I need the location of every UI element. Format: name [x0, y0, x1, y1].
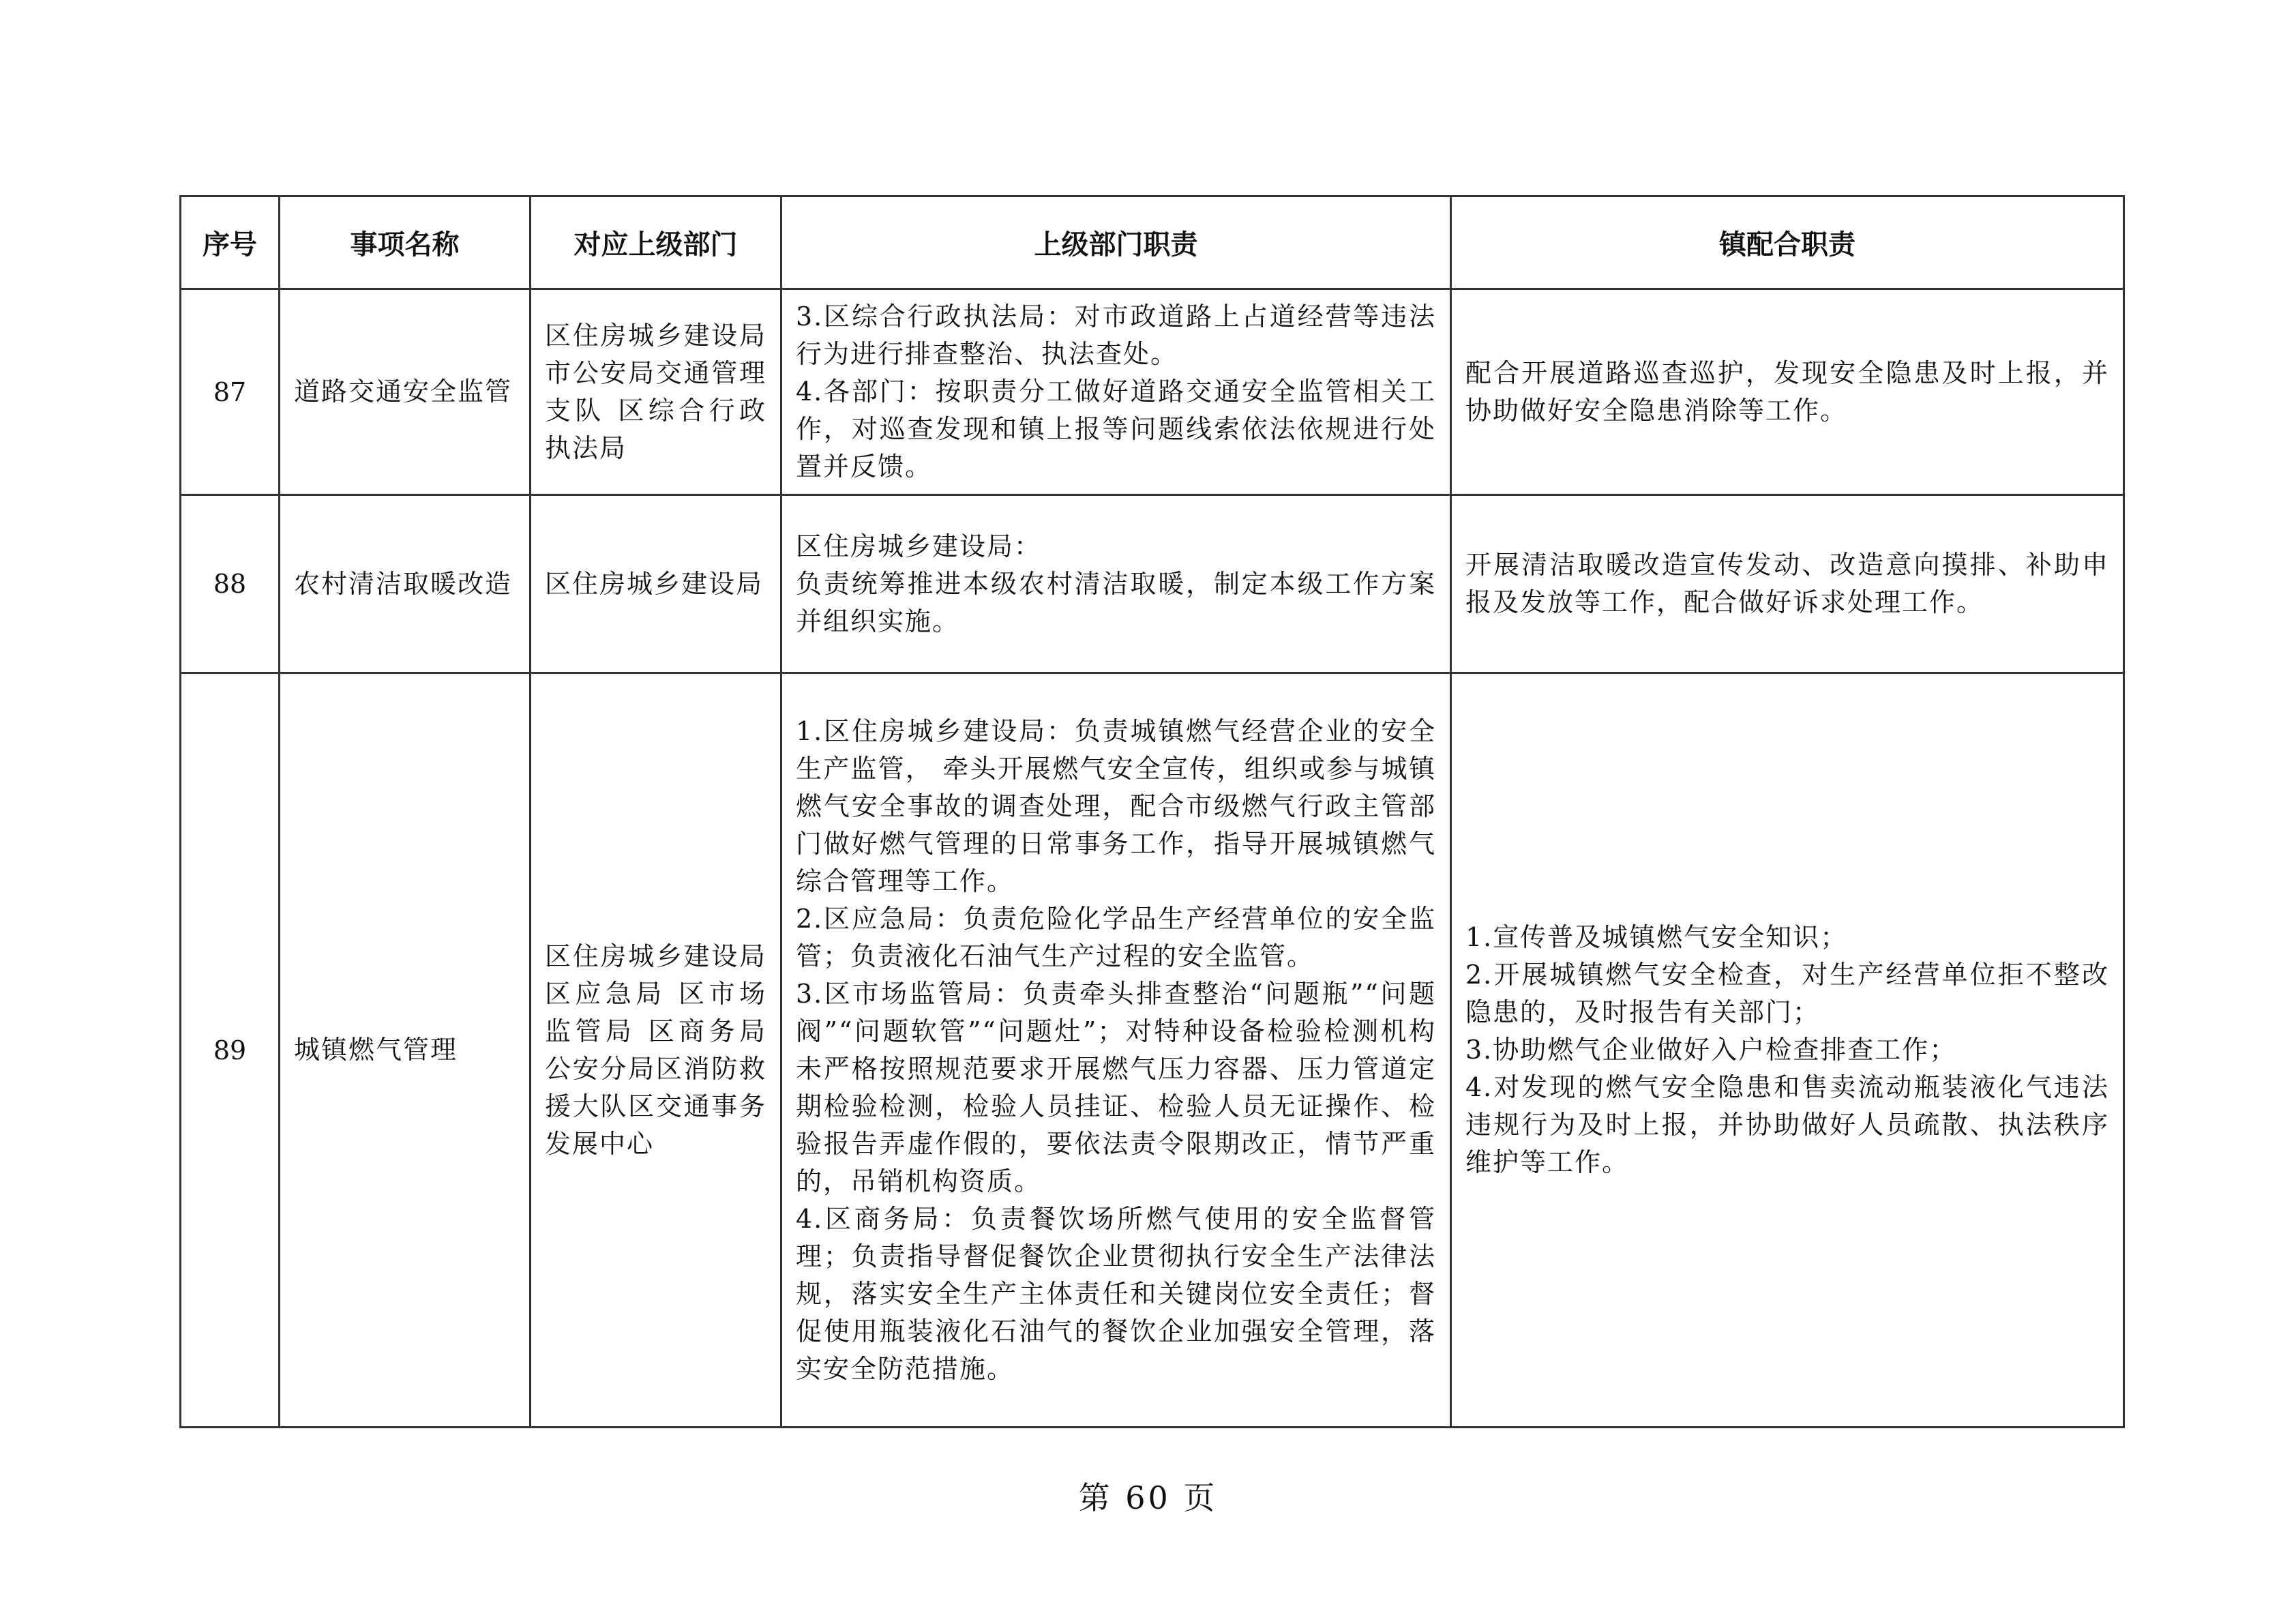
- row-number: 89: [181, 673, 280, 1428]
- table-header-row: [181, 196, 2124, 289]
- header-town: 镇配合职责: [1451, 196, 2124, 289]
- town-duty: 开展清洁取暖改造宣传发动、改造意向摸排、补助申报及发放等工作，配合做好诉求处理工作。: [1451, 495, 2124, 673]
- header-no: 序号: [181, 196, 280, 289]
- responsibility-table: [179, 195, 2125, 1428]
- table-row: [181, 289, 2124, 495]
- department-duty: 区住房城乡建设局： 负责统筹推进本级农村清洁取暖，制定本级工作方案并组织实施。: [781, 495, 1451, 673]
- table-row: [181, 673, 2124, 1428]
- item-name: 城镇燃气管理: [280, 673, 531, 1428]
- header-duty: 上级部门职责: [781, 196, 1451, 289]
- item-name: 道路交通安全监管: [280, 289, 531, 495]
- item-name: 农村清洁取暖改造: [280, 495, 531, 673]
- page-number: 第 60 页: [1078, 1479, 1218, 1516]
- department: 区住房城乡建设局 市公安局交通管理支队 区综合行政执法局: [531, 289, 781, 495]
- town-duty: 1.宣传普及城镇燃气安全知识； 2.开展城镇燃气安全检查，对生产经营单位拒不整改隐患的，及时报告有关部门； 3.协助燃气企业做好入户检查排查工作； 4.对发现的燃气安全隐患和售卖流动瓶装液化气违法违规行为及时上报，并协助做好人员疏散、执法秩序维护等工作。: [1451, 673, 2124, 1428]
- table-row: [181, 495, 2124, 673]
- row-number: 87: [181, 289, 280, 495]
- department-duty: 3.区综合行政执法局：对市政道路上占道经营等违法行为进行排查整治、执法查处。 4.各部门：按职责分工做好道路交通安全监管相关工作，对巡查发现和镇上报等问题线索依法依规进行处置并反馈。: [781, 289, 1451, 495]
- department: 区住房城乡建设局 区应急局 区市场监管局 区商务局 公安分局区消防救援大队区交通事务发展中心: [531, 673, 781, 1428]
- header-dept: 对应上级部门: [531, 196, 781, 289]
- header-name: 事项名称: [280, 196, 531, 289]
- row-number: 88: [181, 495, 280, 673]
- town-duty: 配合开展道路巡查巡护，发现安全隐患及时上报，并协助做好安全隐患消除等工作。: [1451, 289, 2124, 495]
- department: 区住房城乡建设局: [531, 495, 781, 673]
- department-duty: 1.区住房城乡建设局：负责城镇燃气经营企业的安全生产监管， 牵头开展燃气安全宣传，组织或参与城镇燃气安全事故的调查处理，配合市级燃气行政主管部门做好燃气管理的日常事务工作，指导开展城镇燃气综合管理等工作。 2.区应急局：负责危险化学品生产经营单位的安全监管；负责液化石油气生产过程的安全监管。 3.区市场监管局：负责牵头排查整治“问题瓶”“问题阀”“问题软管”“问题灶”；对特种设备检验检测机构未严格按照规范要求开展燃气压力容器、压力管道定期检验检测，检验人员挂证、检验人员无证操作、检验报告弄虚作假的，要依法责令限期改正，情节严重的，吊销机构资质。 4.区商务局：负责餐饮场所燃气使用的安全监督管理；负责指导督促餐饮企业贯彻执行安全生产法律法规，落实安全生产主体责任和关键岗位安全责任；督促使用瓶装液化石油气的餐饮企业加强安全管理，落实安全防范措施。: [781, 673, 1451, 1428]
